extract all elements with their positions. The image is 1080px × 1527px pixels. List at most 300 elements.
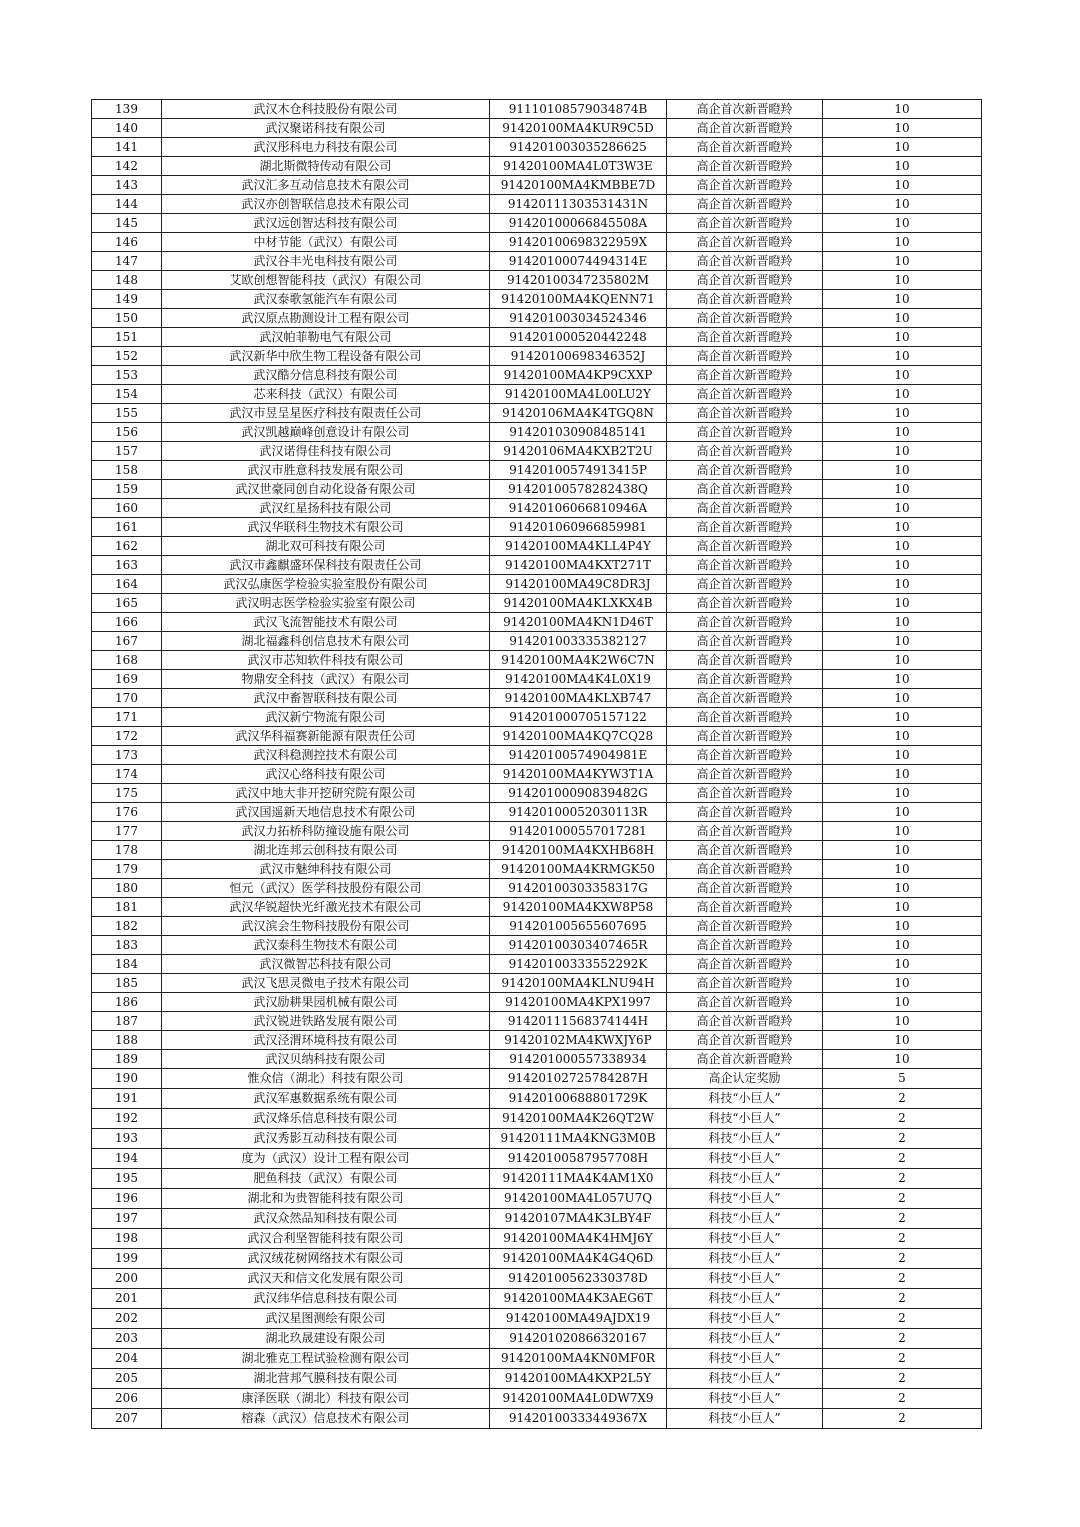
- award-type: 高企首次新晋瞪羚: [667, 537, 823, 556]
- award-type: 科技“小巨人”: [667, 1229, 823, 1249]
- table-row: [92, 1031, 982, 1050]
- credit-code: 91420100MA4KLXKX4B: [490, 594, 667, 613]
- table-row: [92, 290, 982, 309]
- row-number: 188: [92, 1031, 162, 1050]
- row-number: 201: [92, 1289, 162, 1309]
- table-row: [92, 860, 982, 879]
- row-number: 175: [92, 784, 162, 803]
- award-amount: 5: [823, 1069, 982, 1089]
- credit-code: 914201003335382127: [490, 632, 667, 651]
- company-name: 武汉新宁物流有限公司: [162, 708, 490, 727]
- award-type: 高企首次新晋瞪羚: [667, 480, 823, 499]
- company-name: 武汉泰科生物技术有限公司: [162, 936, 490, 955]
- row-number: 180: [92, 879, 162, 898]
- award-amount: 10: [823, 176, 982, 195]
- row-number: 147: [92, 252, 162, 271]
- credit-code: 91420100MA4KPX1997: [490, 993, 667, 1012]
- row-number: 190: [92, 1069, 162, 1089]
- award-amount: 10: [823, 271, 982, 290]
- table-row: [92, 1369, 982, 1389]
- company-name: 恒元（武汉）医学科技股份有限公司: [162, 879, 490, 898]
- company-name: 武汉市鑫麒盛环保科技有限责任公司: [162, 556, 490, 575]
- award-type: 高企首次新晋瞪羚: [667, 917, 823, 936]
- row-number: 140: [92, 119, 162, 138]
- row-number: 144: [92, 195, 162, 214]
- company-name: 武汉酷分信息科技有限公司: [162, 366, 490, 385]
- credit-code: 914201060966859981: [490, 518, 667, 537]
- credit-code: 91420100MA4L0DW7X9: [490, 1389, 667, 1409]
- credit-code: 914201030908485141: [490, 423, 667, 442]
- award-amount: 10: [823, 214, 982, 233]
- company-name: 武汉泰歌氢能汽车有限公司: [162, 290, 490, 309]
- credit-code: 91420106066810946A: [490, 499, 667, 518]
- company-name: 武汉华科福赛新能源有限责任公司: [162, 727, 490, 746]
- table-row: [92, 1169, 982, 1189]
- award-type: 高企首次新晋瞪羚: [667, 1031, 823, 1050]
- row-number: 152: [92, 347, 162, 366]
- award-type: 科技“小巨人”: [667, 1309, 823, 1329]
- table-row: [92, 632, 982, 651]
- company-name: 肥鱼科技（武汉）有限公司: [162, 1169, 490, 1189]
- award-amount: 10: [823, 841, 982, 860]
- credit-code: 91420102725784287H: [490, 1069, 667, 1089]
- award-amount: 2: [823, 1369, 982, 1389]
- row-number: 181: [92, 898, 162, 917]
- table-row: [92, 214, 982, 233]
- credit-code: 91420111568374144H: [490, 1012, 667, 1031]
- company-name: 榕森（武汉）信息技术有限公司: [162, 1409, 490, 1429]
- credit-code: 91420106MA4K4TGQ8N: [490, 404, 667, 423]
- row-number: 146: [92, 233, 162, 252]
- award-amount: 10: [823, 309, 982, 328]
- row-number: 207: [92, 1409, 162, 1429]
- table-row: [92, 575, 982, 594]
- company-name: 武汉亦创智联信息技术有限公司: [162, 195, 490, 214]
- row-number: 156: [92, 423, 162, 442]
- credit-code: 91420111303531431N: [490, 195, 667, 214]
- company-name: 湖北双可科技有限公司: [162, 537, 490, 556]
- credit-code: 91420100MA4KXHB68H: [490, 841, 667, 860]
- company-name: 湖北连邦云创科技有限公司: [162, 841, 490, 860]
- row-number: 189: [92, 1050, 162, 1069]
- credit-code: 91420100303358317G: [490, 879, 667, 898]
- award-amount: 10: [823, 423, 982, 442]
- credit-code: 91420100MA4KN1D46T: [490, 613, 667, 632]
- award-type: 高企首次新晋瞪羚: [667, 385, 823, 404]
- credit-code: 91420111MA4KNG3M0B: [490, 1129, 667, 1149]
- company-name: 武汉烽乐信息科技有限公司: [162, 1109, 490, 1129]
- row-number: 148: [92, 271, 162, 290]
- award-type: 科技“小巨人”: [667, 1209, 823, 1229]
- award-type: 高企首次新晋瞪羚: [667, 271, 823, 290]
- award-amount: 10: [823, 499, 982, 518]
- company-name: 武汉华联科生物技术有限公司: [162, 518, 490, 537]
- company-name: 中材节能（武汉）有限公司: [162, 233, 490, 252]
- award-type: 高企首次新晋瞪羚: [667, 651, 823, 670]
- credit-code: 91420100MA4KQENN71: [490, 290, 667, 309]
- row-number: 187: [92, 1012, 162, 1031]
- company-name: 武汉明志医学检验实验室有限公司: [162, 594, 490, 613]
- award-type: 高企首次新晋瞪羚: [667, 556, 823, 575]
- award-amount: 2: [823, 1169, 982, 1189]
- award-amount: 2: [823, 1249, 982, 1269]
- row-number: 198: [92, 1229, 162, 1249]
- row-number: 199: [92, 1249, 162, 1269]
- table-row: [92, 1209, 982, 1229]
- award-type: 科技“小巨人”: [667, 1269, 823, 1289]
- award-amount: 2: [823, 1269, 982, 1289]
- award-type: 高企首次新晋瞪羚: [667, 594, 823, 613]
- award-amount: 10: [823, 195, 982, 214]
- company-name: 湖北营邦气膜科技有限公司: [162, 1369, 490, 1389]
- award-type: 高企首次新晋瞪羚: [667, 290, 823, 309]
- award-amount: 10: [823, 784, 982, 803]
- table-row: [92, 1229, 982, 1249]
- award-amount: 10: [823, 290, 982, 309]
- award-amount: 10: [823, 708, 982, 727]
- credit-code: 91420100052030113R: [490, 803, 667, 822]
- award-amount: 2: [823, 1329, 982, 1349]
- award-type: 科技“小巨人”: [667, 1169, 823, 1189]
- award-amount: 10: [823, 974, 982, 993]
- row-number: 166: [92, 613, 162, 632]
- credit-code: 91420100MA4L00LU2Y: [490, 385, 667, 404]
- company-name: 武汉滨会生物科技股份有限公司: [162, 917, 490, 936]
- credit-code: 91420100574904981E: [490, 746, 667, 765]
- credit-code: 91420100066845508A: [490, 214, 667, 233]
- award-type: 科技“小巨人”: [667, 1089, 823, 1109]
- company-name: 武汉众然品知科技有限公司: [162, 1209, 490, 1229]
- row-number: 192: [92, 1109, 162, 1129]
- company-name: 武汉市昱呈星医疗科技有限责任公司: [162, 404, 490, 423]
- award-amount: 10: [823, 689, 982, 708]
- award-amount: 10: [823, 955, 982, 974]
- award-type: 高企首次新晋瞪羚: [667, 708, 823, 727]
- credit-code: 91420100574913415P: [490, 461, 667, 480]
- award-amount: 2: [823, 1089, 982, 1109]
- table-row: [92, 1349, 982, 1369]
- table-row: [92, 879, 982, 898]
- company-name: 湖北斯微特传动有限公司: [162, 157, 490, 176]
- award-amount: 2: [823, 1289, 982, 1309]
- credit-code: 914201000705157122: [490, 708, 667, 727]
- row-number: 184: [92, 955, 162, 974]
- table-row: [92, 1109, 982, 1129]
- credit-code: 91420100MA4L0T3W3E: [490, 157, 667, 176]
- credit-code: 91420100MA4K4G4Q6D: [490, 1249, 667, 1269]
- credit-code: 91420111MA4K4AM1X0: [490, 1169, 667, 1189]
- credit-code: 91420100MA4KLNU94H: [490, 974, 667, 993]
- award-type: 高企首次新晋瞪羚: [667, 309, 823, 328]
- award-type: 高企首次新晋瞪羚: [667, 423, 823, 442]
- row-number: 143: [92, 176, 162, 195]
- company-name: 武汉市胜意科技发展有限公司: [162, 461, 490, 480]
- award-type: 高企首次新晋瞪羚: [667, 860, 823, 879]
- table-row: [92, 1409, 982, 1429]
- company-name: 武汉凯越巅峰创意设计有限公司: [162, 423, 490, 442]
- company-name: 武汉中畜智联科技有限公司: [162, 689, 490, 708]
- row-number: 145: [92, 214, 162, 233]
- award-amount: 10: [823, 613, 982, 632]
- award-type: 高企首次新晋瞪羚: [667, 1050, 823, 1069]
- award-amount: 10: [823, 328, 982, 347]
- company-name: 湖北雅克工程试验检测有限公司: [162, 1349, 490, 1369]
- award-type: 高企首次新晋瞪羚: [667, 670, 823, 689]
- table-row: [92, 138, 982, 157]
- award-amount: 10: [823, 746, 982, 765]
- company-name: 武汉励耕果园机械有限公司: [162, 993, 490, 1012]
- award-type: 高企首次新晋瞪羚: [667, 138, 823, 157]
- award-amount: 10: [823, 556, 982, 575]
- award-amount: 10: [823, 157, 982, 176]
- row-number: 170: [92, 689, 162, 708]
- award-type: 高企首次新晋瞪羚: [667, 157, 823, 176]
- award-amount: 10: [823, 898, 982, 917]
- row-number: 167: [92, 632, 162, 651]
- credit-code: 91420100MA4KXT271T: [490, 556, 667, 575]
- table-row: [92, 727, 982, 746]
- table-row: [92, 974, 982, 993]
- row-number: 162: [92, 537, 162, 556]
- table-row: [92, 1089, 982, 1109]
- company-name: 武汉合利坚智能科技有限公司: [162, 1229, 490, 1249]
- company-name: 武汉微智芯科技有限公司: [162, 955, 490, 974]
- credit-code: 91420100MA4KP9CXXP: [490, 366, 667, 385]
- table-row: [92, 233, 982, 252]
- award-amount: 2: [823, 1349, 982, 1369]
- award-type: 高企首次新晋瞪羚: [667, 936, 823, 955]
- award-type: 高企首次新晋瞪羚: [667, 119, 823, 138]
- award-amount: 2: [823, 1209, 982, 1229]
- award-type: 高企首次新晋瞪羚: [667, 461, 823, 480]
- table-row: [92, 1012, 982, 1031]
- table-row: [92, 917, 982, 936]
- award-amount: 10: [823, 860, 982, 879]
- credit-code: 91420100074494314E: [490, 252, 667, 271]
- award-amount: 10: [823, 252, 982, 271]
- row-number: 186: [92, 993, 162, 1012]
- credit-code: 91420100MA4KQ7CQ28: [490, 727, 667, 746]
- company-name: 康泽医联（湖北）科技有限公司: [162, 1389, 490, 1409]
- award-amount: 10: [823, 461, 982, 480]
- award-type: 高企首次新晋瞪羚: [667, 442, 823, 461]
- award-type: 科技“小巨人”: [667, 1149, 823, 1169]
- credit-code: 91420100MA4KLXB747: [490, 689, 667, 708]
- row-number: 164: [92, 575, 162, 594]
- company-name: 武汉秀影互动科技有限公司: [162, 1129, 490, 1149]
- row-number: 139: [92, 100, 162, 119]
- award-type: 高企首次新晋瞪羚: [667, 632, 823, 651]
- award-amount: 10: [823, 822, 982, 841]
- award-type: 高企首次新晋瞪羚: [667, 499, 823, 518]
- row-number: 169: [92, 670, 162, 689]
- row-number: 204: [92, 1349, 162, 1369]
- row-number: 200: [92, 1269, 162, 1289]
- award-amount: 10: [823, 138, 982, 157]
- table-row: [92, 347, 982, 366]
- table-row: [92, 176, 982, 195]
- table-row: [92, 518, 982, 537]
- award-type: 高企首次新晋瞪羚: [667, 328, 823, 347]
- award-amount: 2: [823, 1109, 982, 1129]
- award-type: 科技“小巨人”: [667, 1289, 823, 1309]
- award-amount: 10: [823, 594, 982, 613]
- company-name: 武汉世豪同创自动化设备有限公司: [162, 480, 490, 499]
- credit-code: 91420100303407465R: [490, 936, 667, 955]
- row-number: 151: [92, 328, 162, 347]
- company-name: 武汉原点勘测设计工程有限公司: [162, 309, 490, 328]
- credit-code: 91420100MA4K3AEG6T: [490, 1289, 667, 1309]
- award-type: 高企首次新晋瞪羚: [667, 841, 823, 860]
- credit-code: 914201005655607695: [490, 917, 667, 936]
- award-amount: 10: [823, 1012, 982, 1031]
- company-name: 武汉木仓科技股份有限公司: [162, 100, 490, 119]
- row-number: 153: [92, 366, 162, 385]
- table-row: [92, 537, 982, 556]
- row-number: 197: [92, 1209, 162, 1229]
- credit-code: 914201003034524346: [490, 309, 667, 328]
- table-row: [92, 1389, 982, 1409]
- award-amount: 10: [823, 119, 982, 138]
- company-name: 度为（武汉）设计工程有限公司: [162, 1149, 490, 1169]
- credit-code: 91420100562330378D: [490, 1269, 667, 1289]
- table-row: [92, 442, 982, 461]
- company-name: 武汉飞思灵微电子技术有限公司: [162, 974, 490, 993]
- award-type: 高企首次新晋瞪羚: [667, 689, 823, 708]
- award-type: 科技“小巨人”: [667, 1349, 823, 1369]
- credit-code: 914201000557338934: [490, 1050, 667, 1069]
- row-number: 150: [92, 309, 162, 328]
- row-number: 173: [92, 746, 162, 765]
- company-name: 武汉绒花树网络技术有限公司: [162, 1249, 490, 1269]
- award-type: 高企首次新晋瞪羚: [667, 518, 823, 537]
- table-row: [92, 1309, 982, 1329]
- credit-code: 914201003035286625: [490, 138, 667, 157]
- award-type: 高企首次新晋瞪羚: [667, 347, 823, 366]
- award-amount: 10: [823, 404, 982, 423]
- credit-code: 91420100347235802M: [490, 271, 667, 290]
- company-name: 武汉星图测绘有限公司: [162, 1309, 490, 1329]
- award-amount: 10: [823, 879, 982, 898]
- credit-code: 91420106MA4KXB2T2U: [490, 442, 667, 461]
- table-row: [92, 765, 982, 784]
- award-type: 高企首次新晋瞪羚: [667, 613, 823, 632]
- row-number: 165: [92, 594, 162, 613]
- table-row: [92, 480, 982, 499]
- table-row: [92, 195, 982, 214]
- table-row: [92, 1050, 982, 1069]
- table-row: [92, 936, 982, 955]
- row-number: 155: [92, 404, 162, 423]
- credit-code: 91420100MA4K26QT2W: [490, 1109, 667, 1129]
- table-row: [92, 708, 982, 727]
- award-amount: 2: [823, 1149, 982, 1169]
- table-row: [92, 841, 982, 860]
- company-name: 武汉市芯知软件科技有限公司: [162, 651, 490, 670]
- award-amount: 10: [823, 727, 982, 746]
- company-name: 武汉新华中欣生物工程设备有限公司: [162, 347, 490, 366]
- table-row: [92, 1289, 982, 1309]
- company-name: 惟众信（湖北）科技有限公司: [162, 1069, 490, 1089]
- company-name: 武汉力拓桥科防撞设施有限公司: [162, 822, 490, 841]
- company-name: 武汉中地大非开挖研究院有限公司: [162, 784, 490, 803]
- row-number: 194: [92, 1149, 162, 1169]
- row-number: 203: [92, 1329, 162, 1349]
- award-amount: 10: [823, 1050, 982, 1069]
- row-number: 202: [92, 1309, 162, 1329]
- row-number: 172: [92, 727, 162, 746]
- company-name: 武汉帕菲勒电气有限公司: [162, 328, 490, 347]
- company-name: 武汉国遥新天地信息技术有限公司: [162, 803, 490, 822]
- company-name: 武汉纬华信息科技有限公司: [162, 1289, 490, 1309]
- row-number: 177: [92, 822, 162, 841]
- credit-code: 91420100587957708H: [490, 1149, 667, 1169]
- credit-code: 91420100MA4KLL4P4Y: [490, 537, 667, 556]
- award-type: 高企首次新晋瞪羚: [667, 195, 823, 214]
- award-amount: 2: [823, 1229, 982, 1249]
- credit-code: 91420100MA4L057U7Q: [490, 1189, 667, 1209]
- row-number: 195: [92, 1169, 162, 1189]
- row-number: 160: [92, 499, 162, 518]
- company-name: 武汉泾渭环境科技有限公司: [162, 1031, 490, 1050]
- company-name: 武汉贝纳科技有限公司: [162, 1050, 490, 1069]
- award-type: 高企首次新晋瞪羚: [667, 822, 823, 841]
- company-name: 武汉聚诺科技有限公司: [162, 119, 490, 138]
- table-row: [92, 670, 982, 689]
- company-name: 武汉锐进铁路发展有限公司: [162, 1012, 490, 1031]
- company-name: 武汉飞流智能技术有限公司: [162, 613, 490, 632]
- table-row: [92, 252, 982, 271]
- credit-code: 91110108579034874B: [490, 100, 667, 119]
- credit-code: 91420107MA4K3LBY4F: [490, 1209, 667, 1229]
- row-number: 176: [92, 803, 162, 822]
- award-type: 高企首次新晋瞪羚: [667, 233, 823, 252]
- credit-code: 91420100MA4K4L0X19: [490, 670, 667, 689]
- table-row: [92, 898, 982, 917]
- award-type: 科技“小巨人”: [667, 1189, 823, 1209]
- award-amount: 10: [823, 575, 982, 594]
- table-row: [92, 955, 982, 974]
- row-number: 206: [92, 1389, 162, 1409]
- award-type: 高企首次新晋瞪羚: [667, 366, 823, 385]
- award-type: 科技“小巨人”: [667, 1129, 823, 1149]
- award-type: 科技“小巨人”: [667, 1249, 823, 1269]
- table-row: [92, 499, 982, 518]
- row-number: 193: [92, 1129, 162, 1149]
- table-row: [92, 404, 982, 423]
- award-amount: 2: [823, 1309, 982, 1329]
- company-name: 武汉心络科技有限公司: [162, 765, 490, 784]
- award-amount: 10: [823, 993, 982, 1012]
- award-type: 科技“小巨人”: [667, 1369, 823, 1389]
- company-name: 湖北福鑫科创信息技术有限公司: [162, 632, 490, 651]
- row-number: 163: [92, 556, 162, 575]
- award-type: 高企首次新晋瞪羚: [667, 404, 823, 423]
- row-number: 196: [92, 1189, 162, 1209]
- credit-code: 91420100MA4KRMGK50: [490, 860, 667, 879]
- table-row: [92, 157, 982, 176]
- table-row: [92, 461, 982, 480]
- award-amount: 10: [823, 518, 982, 537]
- company-name: 武汉华锐超快光纤激光技术有限公司: [162, 898, 490, 917]
- award-amount: 10: [823, 347, 982, 366]
- table-row: [92, 119, 982, 138]
- credit-code: 91420100MA4KYW3T1A: [490, 765, 667, 784]
- company-name: 武汉诺得佳科技有限公司: [162, 442, 490, 461]
- table-row: [92, 1329, 982, 1349]
- company-name: 武汉科稳测控技术有限公司: [162, 746, 490, 765]
- award-amount: 2: [823, 1129, 982, 1149]
